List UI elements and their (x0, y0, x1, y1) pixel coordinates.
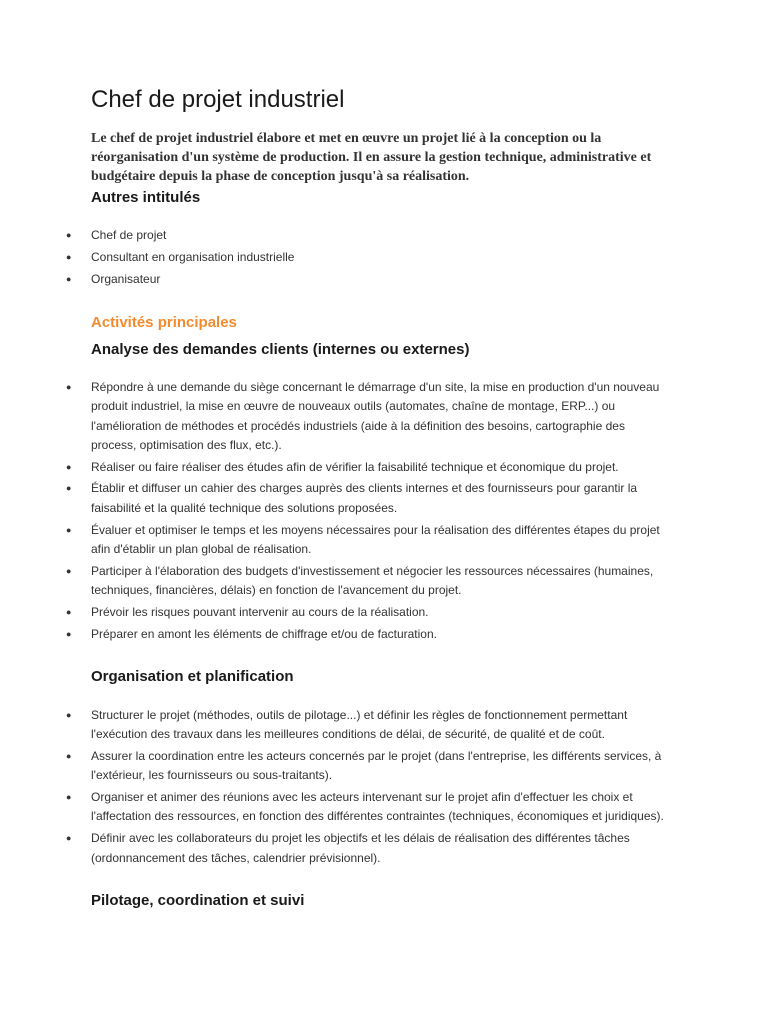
list-item-text: Répondre à une demande du siège concernant le démarrage d'un site, la mise en production d'un nouveau produit industriel, la mise en œuvre de nouveaux outils (automates, chaîne de montage, ERP...) ou l'amélioration de méthodes et procédés industriels (aide à la définition des besoins, cartographie des process, optimisation des flux, etc.). (91, 380, 660, 452)
list-item-text: Structurer le projet (méthodes, outils de pilotage...) et définir les règles de fonctionnement permettant l'exécution des travaux dans les meilleures conditions de délai, de sécurité, de qualité et de coût. (91, 708, 628, 742)
bullet-icon: ● (66, 833, 72, 844)
bullet-icon: ● (66, 565, 72, 576)
list-item-text: Assurer la coordination entre les acteurs concernés par le projet (dans l'entreprise, les différents services, à l'extérieur, les fournisseurs ou sous-traitants). (91, 749, 662, 783)
pilotage-heading: Pilotage, coordination et suivi (91, 892, 305, 909)
list-item (0, 603, 673, 622)
bullet-icon: ● (66, 252, 72, 262)
list-item (0, 747, 673, 786)
list-item-text: Organisateur (91, 272, 161, 286)
bullet-icon: ● (66, 483, 72, 494)
list-item (0, 562, 673, 601)
list-item-text: Définir avec les collaborateurs du projet les objectifs et les délais de réalisation des différentes tâches (ordonnancement des tâches, calendrier prévisionnel). (91, 831, 630, 865)
list-item-text: Établir et diffuser un cahier des charges auprès des clients internes et des fournisseurs pour garantir la faisabilité et la qualité technique des solutions proposées. (91, 481, 638, 515)
list-item (0, 246, 673, 268)
bullet-icon: ● (66, 524, 72, 535)
list-item-text: Participer à l'élaboration des budgets d'investissement et négocier les ressources nécessaires (humaines, techniques, financières, délais) en fonction de l'avancement du projet. (91, 563, 654, 597)
bullet-icon: ● (66, 792, 72, 803)
bullet-icon: ● (66, 710, 72, 720)
list-item (0, 521, 673, 560)
bullet-icon: ● (66, 274, 72, 284)
list-item (0, 706, 673, 745)
autres-intitules-list (0, 224, 768, 290)
list-item (0, 479, 673, 518)
list-item (0, 625, 673, 644)
list-item-text: Préparer en amont les éléments de chiffrage et/ou de facturation. (91, 626, 437, 641)
analyse-heading: Analyse des demandes clients (internes ou externes) (91, 341, 470, 358)
list-item-text: Évaluer et optimiser le temps et les moyens nécessaires pour la réalisation des différentes étapes du projet afin d'établir un plan global de réalisation. (91, 522, 660, 556)
analyse-list (0, 378, 768, 646)
list-item-text: Consultant en organisation industrielle (91, 250, 295, 264)
bullet-icon: ● (66, 628, 72, 639)
bullet-icon: ● (66, 461, 72, 472)
list-item (0, 458, 673, 477)
bullet-icon: ● (66, 230, 72, 240)
organisation-heading: Organisation et planification (91, 668, 294, 685)
bullet-icon: ● (66, 606, 72, 617)
intro-paragraph: Le chef de projet industriel élabore et met en œuvre un projet lié à la conception ou la réorganisation d'un système de production. Il en assure la gestion technique, administrative et budgétaire depuis la phase de conception jusqu'à sa réalisation. (91, 131, 652, 184)
activites-principales-heading: Activités principales (91, 314, 237, 331)
list-item (0, 829, 673, 868)
autres-intitules-heading: Autres intitulés (91, 189, 201, 206)
list-item (0, 268, 673, 290)
bullet-icon: ● (66, 751, 72, 762)
list-item-text: Chef de projet (91, 228, 167, 242)
organisation-list (0, 706, 768, 870)
page-title: Chef de projet industriel (91, 86, 345, 113)
bullet-icon: ● (66, 382, 72, 392)
list-item (0, 788, 673, 827)
list-item-text: Réaliser ou faire réaliser des études afin de vérifier la faisabilité technique et économique du projet. (91, 459, 619, 474)
list-item (0, 378, 673, 455)
list-item-text: Prévoir les risques pouvant intervenir au cours de la réalisation. (91, 604, 429, 619)
list-item-text: Organiser et animer des réunions avec les acteurs intervenant sur le projet afin d'effectuer les choix et l'affectation des ressources, en fonction des différentes contraintes (techniques, économiques et juridiques). (91, 790, 664, 824)
list-item (0, 224, 673, 246)
